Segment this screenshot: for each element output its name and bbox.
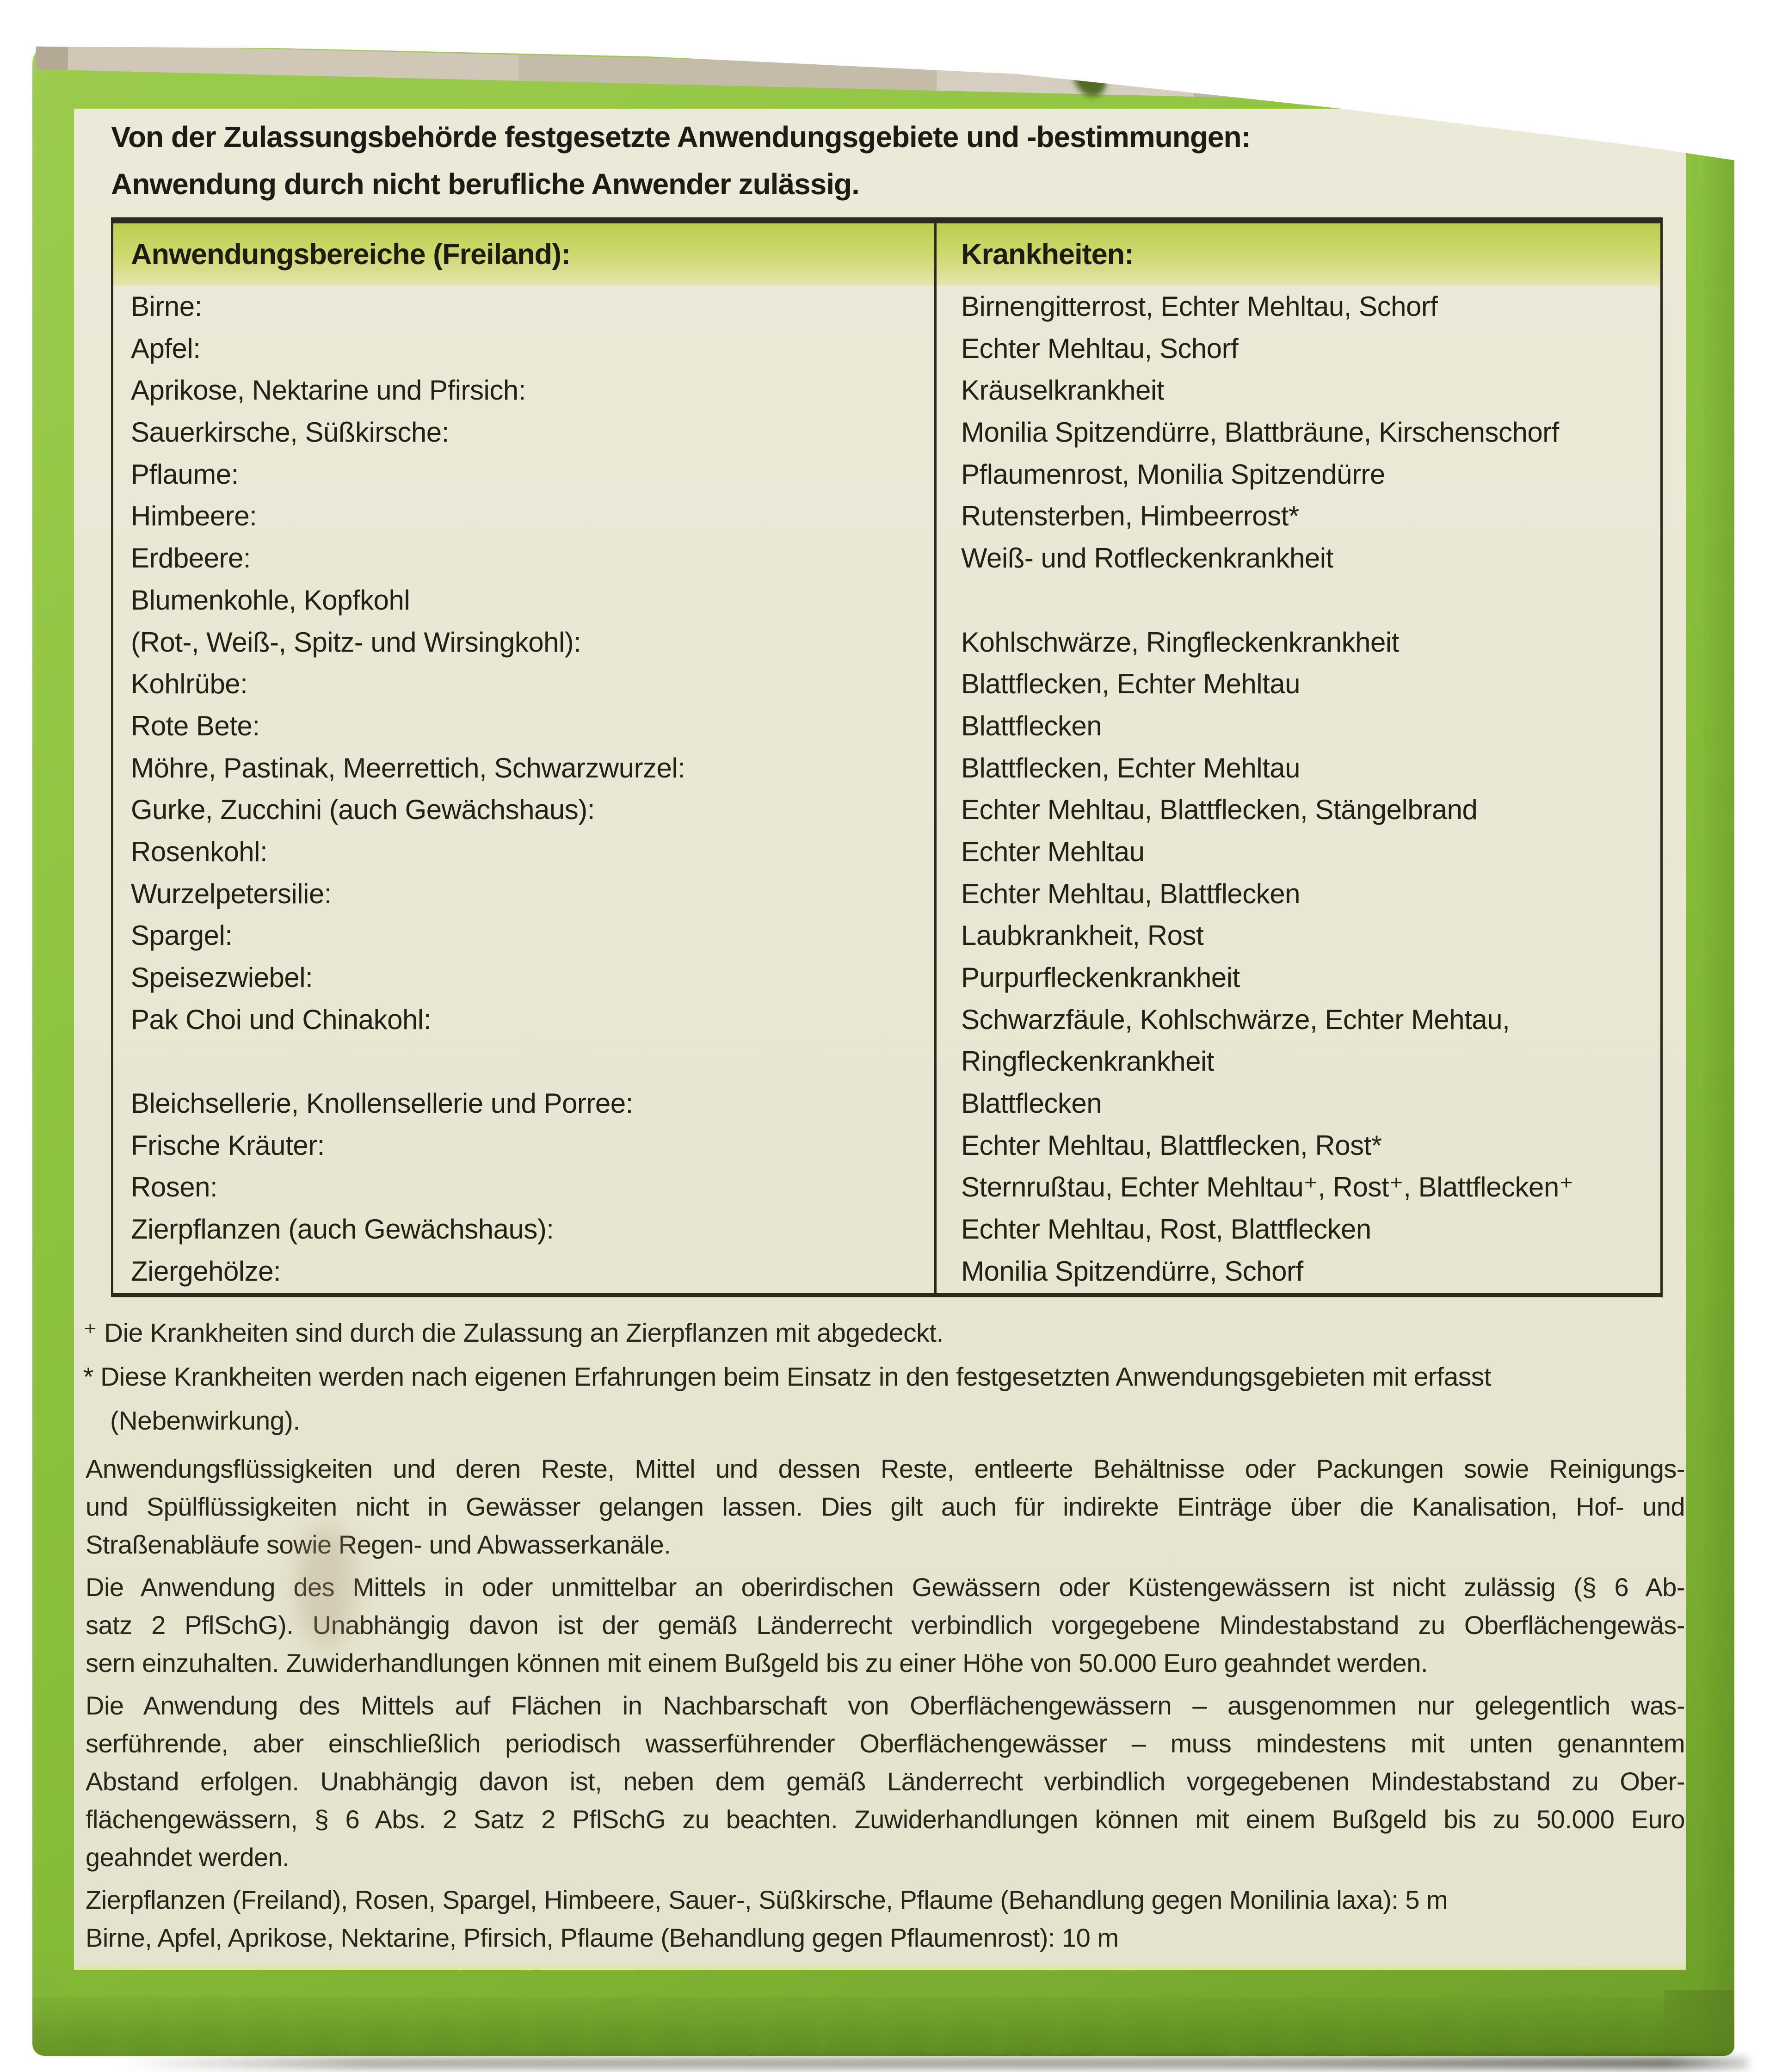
- crop-cell: Birne:: [131, 291, 202, 322]
- disease-cell: Schwarzfäule, Kohlschwärze, Echter Mehtau,: [961, 1004, 1510, 1035]
- crop-cell: Gurke, Zucchini (auch Gewächshaus):: [131, 794, 595, 826]
- crop-cell: Pflaume:: [131, 458, 239, 490]
- table-row: [113, 1166, 1660, 1209]
- footnote-star: * Diese Krankheiten werden nach eigenen Erfahrungen beim Einsatz in den festgesetzten Anwendungsgebieten mit erfasst: [83, 1362, 1492, 1392]
- paragraph-line: und Spülflüssigkeiten nicht in Gewässer gelangen lassen. Dies gilt auch für indirekte Einträge über die Kanalisation, Hof- und: [86, 1492, 1685, 1521]
- footnote-star-continuation: (Nebenwirkung).: [110, 1406, 300, 1436]
- table-row: [113, 454, 1660, 496]
- crop-cell: Pak Choi und Chinakohl:: [131, 1004, 431, 1035]
- disease-cell: Weiß- und Rotfleckenkrankheit: [961, 543, 1333, 574]
- paragraph-neighboring-waters: [86, 1687, 1685, 1876]
- table-row: [113, 412, 1660, 454]
- paragraph-line: flächengewässern, § 6 Abs. 2 Satz 2 PflSchG zu beachten. Zuwiderhandlungen können mit einem Bußgeld bis zu 50.000 Euro: [86, 1805, 1685, 1834]
- table-row: [113, 286, 1660, 328]
- disease-cell: Kohlschwärze, Ringfleckenkrankheit: [961, 626, 1399, 658]
- table-row: [113, 873, 1660, 915]
- disease-cell: Kräuselkrankheit: [961, 375, 1164, 406]
- disease-cell: Echter Mehltau, Rost, Blattflecken: [961, 1214, 1371, 1245]
- table-row: [113, 831, 1660, 873]
- disease-cell: Monilia Spitzendürre, Blattbräune, Kirschenschorf: [961, 417, 1559, 448]
- crop-cell: Rote Bete:: [131, 710, 260, 741]
- disease-cell: Monilia Spitzendürre, Schorf: [961, 1255, 1303, 1287]
- paragraph-line: Die Anwendung des Mittels auf Flächen in Nachbarschaft von Oberflächengewässern – ausgenommen nur gelegentlich was-: [86, 1691, 1685, 1720]
- footnotes: [83, 1311, 1491, 1443]
- disease-cell: Echter Mehltau, Blattflecken, Stängelbrand: [961, 794, 1478, 826]
- paragraph-line: Anwendungsflüssigkeiten und deren Reste, Mittel und dessen Reste, entleerte Behältnisse oder Packungen sowie Reinigungs-: [86, 1454, 1685, 1483]
- table-row: [113, 1125, 1660, 1167]
- table-row: [113, 789, 1660, 831]
- disease-cell: Blattflecken, Echter Mehltau: [961, 668, 1301, 700]
- crop-cell: Aprikose, Nektarine und Pfirsich:: [131, 375, 526, 406]
- crop-cell: (Rot-, Weiß-, Spitz- und Wirsingkohl):: [131, 626, 581, 658]
- crop-cell: Himbeere:: [131, 500, 257, 532]
- crop-cell: Frische Kräuter:: [131, 1129, 325, 1161]
- paragraph-line: Die Anwendung des Mittels in oder unmittelbar an oberirdischen Gewässern oder Küstengewässern ist nicht zulässig (§ 6 Ab-: [86, 1572, 1685, 1602]
- table-row: [113, 705, 1660, 747]
- table-row: [113, 537, 1660, 580]
- footnote-plus: ⁺ Die Krankheiten sind durch die Zulassung an Zierpflanzen mit abgedeckt.: [83, 1318, 944, 1348]
- table-row: [113, 495, 1660, 537]
- table-row: [113, 1041, 1660, 1083]
- paragraph-line: satz 2 PflSchG). Unabhängig davon ist der gemäß Länderrecht verbindlich vorgegebene Mindestabstand zu Oberflächengewäs-: [86, 1610, 1685, 1640]
- label-panel: [74, 109, 1686, 1966]
- paragraph-distance-list: [86, 1881, 1685, 1957]
- disease-cell: Laubkrankheit, Rost: [961, 920, 1204, 951]
- paragraph-line: serführende, aber einschließlich periodisch wasserführender Oberflächengewässer – muss mindestens mit unten genanntem: [86, 1729, 1685, 1758]
- disease-cell: Blattflecken: [961, 710, 1102, 741]
- disease-cell: Birnengitterrost, Echter Mehltau, Schorf: [961, 291, 1438, 322]
- regulatory-header: [111, 113, 1251, 208]
- table-row: [113, 370, 1660, 412]
- stain-mark: [296, 1524, 356, 1649]
- crop-cell: Ziergehölze:: [131, 1255, 281, 1287]
- column-header-diseases: Krankheiten:: [961, 238, 1134, 271]
- regulatory-header-line2: Anwendung durch nicht berufliche Anwender zulässig.: [111, 167, 859, 201]
- crop-cell: Blumenkohle, Kopfkohl: [131, 584, 410, 616]
- table-row: [113, 957, 1660, 999]
- product-box: [32, 44, 1734, 2056]
- crop-cell: Zierpflanzen (auch Gewächshaus):: [131, 1214, 554, 1245]
- column-header-crops: Anwendungsbereiche (Freiland):: [131, 238, 571, 271]
- usage-table: [111, 217, 1663, 1297]
- disease-cell: Pflaumenrost, Monilia Spitzendürre: [961, 458, 1385, 490]
- crop-cell: Speisezwiebel:: [131, 962, 313, 993]
- paragraph-line: Zierpflanzen (Freiland), Rosen, Spargel, Himbeere, Sauer-, Süßkirsche, Pflaume (Behandlung gegen Monilinia laxa): 5 m: [86, 1885, 1448, 1914]
- crop-cell: Bleichsellerie, Knollensellerie und Porree:: [131, 1088, 633, 1119]
- regulatory-header-line1: Von der Zulassungsbehörde festgesetzte Anwendungsgebiete und -bestimmungen:: [111, 120, 1251, 154]
- disease-cell: Sternrußtau, Echter Mehltau⁺, Rost⁺, Blattflecken⁺: [961, 1172, 1573, 1203]
- crop-cell: Rosen:: [131, 1172, 218, 1203]
- disease-cell: Rutensterben, Himbeerrost*: [961, 500, 1299, 532]
- table-row: [113, 1251, 1660, 1293]
- crop-cell: Kohlrübe:: [131, 668, 248, 700]
- crop-cell: Sauerkirsche, Süßkirsche:: [131, 417, 449, 448]
- crop-cell: Apfel:: [131, 333, 201, 364]
- crop-cell: [113, 1041, 934, 1083]
- disease-cell: Echter Mehltau, Blattflecken, Rost*: [961, 1129, 1382, 1161]
- table-row: [113, 1209, 1660, 1251]
- table-row: [113, 328, 1660, 370]
- paragraph-line: geahndet werden.: [86, 1843, 290, 1872]
- table-row: [113, 1083, 1660, 1125]
- table-row: [113, 915, 1660, 957]
- crop-cell: Wurzelpetersilie:: [131, 878, 332, 909]
- disease-cell: Blattflecken: [961, 1088, 1102, 1119]
- table-row: [113, 999, 1660, 1041]
- disease-cell: Blattflecken, Echter Mehltau: [961, 752, 1301, 783]
- table-header-row: [113, 223, 1660, 286]
- table-row: [113, 580, 1660, 622]
- table-row: [113, 747, 1660, 789]
- disease-cell: Echter Mehltau, Blattflecken: [961, 878, 1301, 909]
- box-corner-fold: [1664, 1990, 1733, 2055]
- box-bottom-shadow: [120, 2057, 1748, 2069]
- disease-cell: Echter Mehltau, Schorf: [961, 333, 1239, 364]
- column-divider: [934, 223, 937, 1293]
- disease-cell: Purpurfleckenkrankheit: [961, 962, 1240, 993]
- disease-cell: [934, 580, 1660, 622]
- paragraph-line: Abstand erfolgen. Unabhängig davon ist, neben dem gemäß Länderrecht verbindlich vorgegebenen Mindestabstand zu Ober-: [86, 1767, 1685, 1796]
- crop-cell: Erdbeere:: [131, 543, 251, 574]
- crop-cell: Möhre, Pastinak, Meerrettich, Schwarzwurzel:: [131, 752, 685, 783]
- paragraph-line: sern einzuhalten. Zuwiderhandlungen können mit einem Bußgeld bis zu einer Höhe von 50.000 Euro geahndet werden.: [86, 1648, 1428, 1677]
- paragraph-line: Straßenabläufe sowie Regen- und Abwasserkanäle.: [86, 1530, 671, 1559]
- disease-cell: Ringfleckenkrankheit: [961, 1046, 1214, 1077]
- crop-cell: Spargel:: [131, 920, 233, 951]
- table-row: [113, 622, 1660, 664]
- table-body: [113, 286, 1660, 1293]
- paragraph-line: Birne, Apfel, Aprikose, Nektarine, Pfirsich, Pflaume (Behandlung gegen Pflaumenrost): 10 m: [86, 1923, 1119, 1952]
- disease-cell: Echter Mehltau: [961, 836, 1145, 867]
- table-row: [113, 663, 1660, 705]
- crop-cell: Rosenkohl:: [131, 836, 268, 867]
